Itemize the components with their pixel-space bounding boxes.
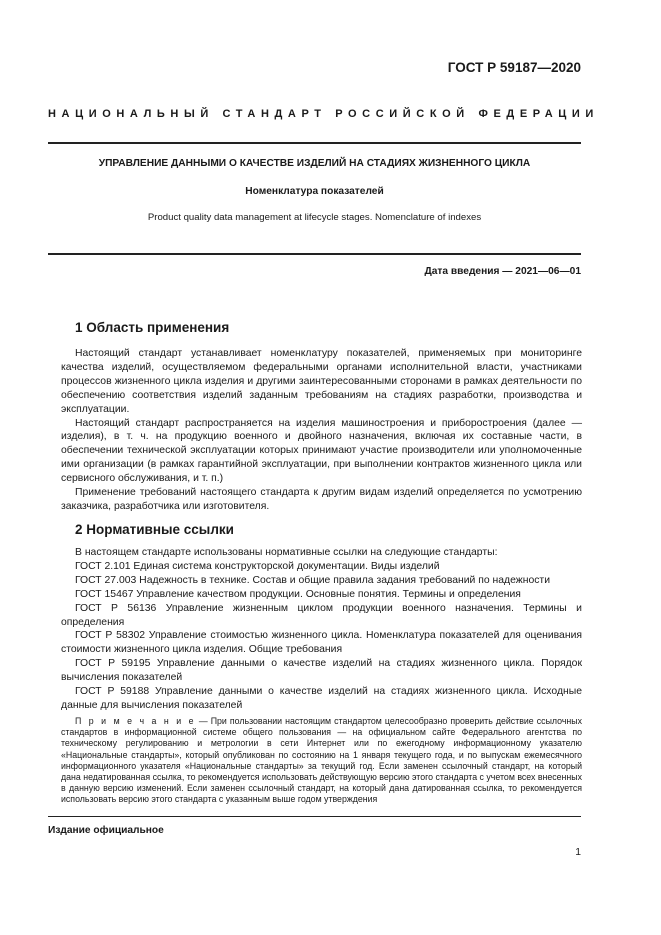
reference-item: ГОСТ 2.101 Единая система конструкторской документации. Виды изделий [75,560,440,572]
section-1-paragraph: Настоящий стандарт распространяется на изделия машиностроения и приборостроения (далее — изделия), в т. ч. на продукцию военного и двойного назначения, включая их составные части, в обеспечении технической эксплуатации которых принимают участие производители или уполномоченные ими организации (в рамках гарантийной эксплуатации, при выполнении контрактов жизненного цикла или сервисного обслуживания, и т. п.) [61,417,582,485]
edition-label: Издание официальное [48,825,164,836]
reference-note [61,716,582,806]
note-label: П р и м е ч а н и е [75,716,196,726]
section-2-intro: В настоящем стандарте использованы нормативные ссылки на следующие стандарты: [75,547,498,558]
note-text: — При пользовании настоящим стандартом целесообразно проверить действие ссылочных стандартов в информационной системе общего пользования — на официальном сайте Федерального агентства по техническому регулированию и метрологии в сети Интернет или по ежегодному информационному указателю «Национальные стандарты», который опубликован по состоянию на 1 января текущего года, и по выпускам ежемесячного информационного указателя «Национальные стандарты» за текущий год. Если заменен ссылочный стандарт, на который дана недатированная ссылка, то рекомендуется использовать действующую версию этого стандарта с учетом всех внесенных в данную версию изменений. Если заменен ссылочный стандарт, на который дана датированная ссылка, то рекомендуется использовать версию этого стандарта с указанным выше годом утверждения [61,716,582,805]
document-code: ГОСТ Р 59187—2020 [447,60,581,75]
section-1-paragraph: Применение требований настоящего стандарта к другим видам изделий определяется по усмотрению заказчика, разработчика или изготовителя. [61,487,582,512]
reference-item: ГОСТ Р 58302 Управление стоимостью жизненного цикла. Номенклатура показателей для оценивания стоимости жизненного цикла изделия. Общие требования [61,630,582,656]
note-paragraph [61,716,582,806]
top-divider [48,142,581,144]
section-1-heading: 1 Область применения [75,320,230,335]
introduction-date: Дата введения — 2021—06—01 [424,266,581,277]
reference-item: ГОСТ Р 59188 Управление данными о качестве изделий на стадиях жизненного цикла. Исходные данные для вычисления показателей [61,686,582,711]
section-1-paragraph: Настоящий стандарт устанавливает номенклатуру показателей, применяемых при мониторинге качества изделий, осуществляемом федеральными органами исполнительной власти, участниками процессов жизненного цикла изделия и другими заинтересованными сторонами в рамках деятельности по обеспечению соответствия изделий заданным требованиям на стадиях разработки, производства и эксплуатации. [61,348,582,415]
reference-item: ГОСТ Р 59195 Управление данными о качестве изделий на стадиях жизненного цикла. Порядок вычисления показателей [61,658,582,684]
title-divider [48,253,581,255]
section-2-heading: 2 Нормативные ссылки [75,522,234,537]
document-title: УПРАВЛЕНИЕ ДАННЫМИ О КАЧЕСТВЕ ИЗДЕЛИЙ НА СТАДИЯХ ЖИЗНЕННОГО ЦИКЛА [98,158,531,169]
section-1-body [61,347,582,514]
national-standard-heading: НАЦИОНАЛЬНЫЙ СТАНДАРТ РОССИЙСКОЙ ФЕДЕРАЦИИ [48,108,599,120]
section-2-body [61,546,582,713]
reference-item: ГОСТ Р 56136 Управление жизненным циклом продукции военного назначения. Термины и определения [61,602,582,628]
footer-divider [48,816,581,817]
document-subtitle: Номенклатура показателей [245,186,384,197]
reference-item: ГОСТ 27.003 Надежность в технике. Состав и общие правила задания требований по надежности [75,574,550,586]
reference-item: ГОСТ 15467 Управление качеством продукции. Основные понятия. Термины и определения [75,588,521,600]
page-number: 1 [575,847,581,858]
document-title-english: Product quality data management at lifecycle stages. Nomenclature of indexes [147,212,482,223]
